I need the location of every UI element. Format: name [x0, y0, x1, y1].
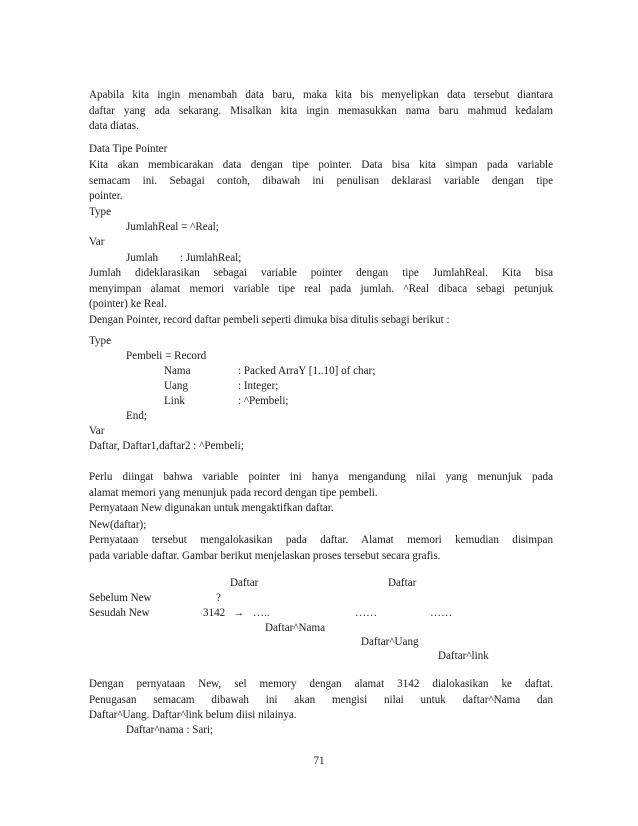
diagram-field-uang-label: Daftar^Uang: [361, 636, 419, 648]
paragraph-line: alamat memori yang menunjuk pada record dengan tipe pembeli.: [89, 486, 378, 499]
code-field-type: : Packed ArraY [1..10] of char;: [238, 365, 376, 377]
pointer-intro-paragraph: [89, 158, 553, 205]
paragraph-line: Jumlah dideklarasikan sebagai variable pointer dengan tipe JumlahReal. Kita bisa: [89, 267, 553, 279]
diagram-column-daftar: Daftar: [230, 577, 259, 589]
paragraph-line: Apabila kita ingin menambah data baru, maka kita bis menyelipkan data tersebut diantara: [89, 89, 553, 101]
assignment-paragraph: [89, 677, 553, 724]
code-field-name: Uang: [164, 380, 189, 392]
code-var-keyword: Var: [89, 425, 105, 437]
diagram-before-value: ?: [216, 592, 221, 604]
code-daftar-declaration: Daftar, Daftar1,daftar2 : ^Pembeli;: [89, 440, 244, 452]
paragraph-line: Penugasan semacam dibawah ini akan mengisi nilai untuk daftar^Nama dan: [89, 693, 553, 706]
paragraph-line: Dengan Pointer, record daftar pembeli seperti dimuka bisa ditulis sebagi berikut :: [89, 313, 450, 326]
pointer-note-paragraph: [89, 470, 553, 517]
code-var-keyword: Var: [89, 236, 105, 248]
code-field-name: Nama: [164, 365, 191, 377]
code-type-keyword: Type: [89, 335, 112, 347]
code-field-type: : Integer;: [238, 380, 279, 392]
paragraph-line: daftar yang ada sekarang. Misalkan kita ingin memasukkan nama baru mahmud kedalam: [89, 104, 553, 117]
diagram-row-after-label: Sesudah New: [89, 607, 150, 619]
paragraph-line: pada variable daftar. Gambar berikut menjelaskan proses tersebut secara grafis.: [89, 549, 441, 562]
diagram-field-link-label: Daftar^link: [438, 650, 489, 662]
diagram-column-daftar: Daftar: [388, 577, 417, 589]
code-field-name: Link: [164, 395, 185, 407]
diagram-cell-dots: ……: [355, 607, 378, 619]
pointer-explanation-paragraph: [89, 266, 553, 328]
code-pembeli-record-declaration: Pembeli = Record: [126, 350, 207, 362]
paragraph-line: pointer.: [89, 190, 123, 203]
code-jumlah-type: : JumlahReal;: [180, 252, 242, 264]
diagram-field-nama-label: Daftar^Nama: [265, 622, 326, 634]
code-jumlahreal-declaration: JumlahReal = ^Real;: [126, 221, 219, 233]
paragraph-line: Pernyataan tersebut mengalokasikan pada daftar. Alamat memori kemudian disimpan: [89, 534, 553, 546]
diagram-row-before-label: Sebelum New: [89, 592, 152, 604]
intro-paragraph: [89, 88, 553, 135]
paragraph-line: (pointer) ke Real.: [89, 298, 167, 311]
diagram-pointer-arrow: →: [233, 607, 245, 619]
code-type-keyword: Type: [89, 206, 112, 218]
section-heading: Data Tipe Pointer: [89, 143, 168, 155]
paragraph-line: Perlu diingat bahwa variable pointer ini hanya mengandung nilai yang menunjuk pada: [89, 471, 553, 483]
code-new-statement: New(daftar);: [89, 519, 147, 531]
code-assignment-statement: Daftar^nama : Sari;: [126, 724, 214, 736]
diagram-cell-dots: …..: [253, 607, 270, 619]
diagram-address-value: 3142: [203, 607, 226, 619]
paragraph-line: data diatas.: [89, 120, 139, 133]
paragraph-line: semacam ini. Sebagai contoh, dibawah ini penulisan deklarasi variable dengan tipe: [89, 174, 553, 187]
paragraph-line: Pernyataan New digunakan untuk mengaktifkan daftar.: [89, 502, 334, 515]
page-number: 71: [313, 755, 325, 767]
paragraph-line: Daftar^Uang. Daftar^link belum diisi nilainya.: [89, 709, 297, 722]
allocation-paragraph: [89, 533, 553, 564]
code-field-type: : ^Pembeli;: [238, 395, 289, 407]
paragraph-line: menyimpan alamat memori variable tipe real pada jumlah. ^Real dibaca sebagi petunjuk: [89, 282, 553, 295]
diagram-cell-dots: ……: [430, 607, 453, 619]
paragraph-line: Kita akan membicarakan data dengan tipe pointer. Data bisa kita simpan pada variable: [89, 159, 553, 171]
paragraph-line: Dengan pernyataan New, sel memory dengan alamat 3142 dialokasikan ke daftat.: [89, 678, 553, 690]
code-end-keyword: End;: [126, 410, 147, 422]
code-jumlah-name: Jumlah: [126, 252, 159, 264]
